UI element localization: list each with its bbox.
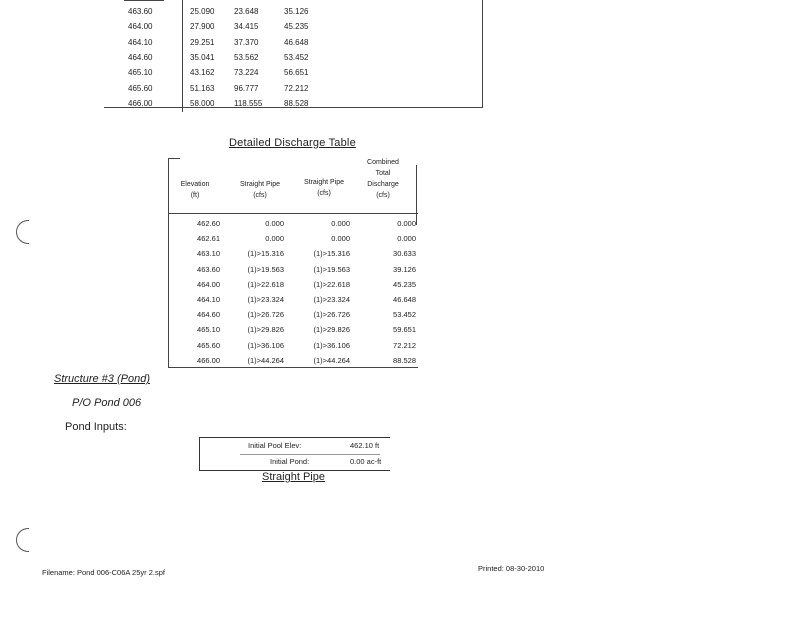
discharge-table-row xyxy=(168,280,418,295)
top-table-cell: 25.090 xyxy=(190,7,215,16)
discharge-table-cell: 45.235 xyxy=(393,279,416,289)
discharge-table-cell: 88.528 xyxy=(393,355,416,365)
top-table-cell: 35.126 xyxy=(284,7,309,16)
top-table-cell: 464.60 xyxy=(128,52,153,62)
discharge-table-row xyxy=(168,219,418,234)
initial-pool-elev-label: Initial Pool Elev: xyxy=(248,441,302,450)
discharge-table-cell: (1)>36.106 xyxy=(247,340,284,350)
discharge-table-row xyxy=(168,356,418,371)
discharge-table-cell: 0.000 xyxy=(397,234,416,244)
initial-pond-label: Initial Pond: xyxy=(270,457,310,466)
discharge-table-cell: 0.000 xyxy=(397,219,416,228)
discharge-table-cell: 462.60 xyxy=(197,219,220,228)
top-table-cell: 96.777 xyxy=(234,83,259,93)
discharge-table-cell: 464.60 xyxy=(197,310,220,320)
initial-pool-elev-value: 462.10 ft xyxy=(350,441,380,450)
discharge-table-cell: 59.651 xyxy=(393,325,416,335)
hole-punch-mark xyxy=(16,528,29,552)
top-table-cell: 43.162 xyxy=(190,68,215,78)
discharge-table-cell: 463.60 xyxy=(197,264,220,274)
structure-heading: Structure #3 (Pond) xyxy=(54,373,150,385)
discharge-table-cell: 464.00 xyxy=(197,279,220,289)
discharge-table-cell: 53.452 xyxy=(393,310,416,320)
top-table-row xyxy=(104,22,424,37)
top-table-cell: 23.648 xyxy=(234,7,259,16)
top-table-cell: 58.000 xyxy=(190,98,215,108)
initial-pond-value: 0.00 ac-ft xyxy=(350,457,382,466)
footer-printed: Printed: 08-30-2010 xyxy=(478,564,545,573)
discharge-table-cell: (1)>29.826 xyxy=(313,325,350,335)
discharge-table-row xyxy=(168,265,418,280)
discharge-table-cell: (1)>22.618 xyxy=(247,279,284,289)
top-table-row xyxy=(104,68,424,83)
hole-punch-mark xyxy=(16,220,29,244)
discharge-table-cell: (1)>29.826 xyxy=(247,325,284,335)
discharge-table-cell: 466.00 xyxy=(197,355,220,365)
discharge-table-cell: 0.000 xyxy=(265,234,284,244)
discharge-table-row xyxy=(168,325,418,340)
discharge-table-row xyxy=(168,249,418,264)
outlet-label: Straight Pipe xyxy=(262,471,325,483)
top-table-cell: 46.648 xyxy=(284,37,309,47)
discharge-table-cell: 72.212 xyxy=(393,340,416,350)
discharge-table-cell: (1)>15.316 xyxy=(247,249,284,259)
header-straight-pipe-2: Straight Pipe (cfs) xyxy=(303,179,345,197)
top-table-row xyxy=(104,84,424,99)
top-table-cell: 37.370 xyxy=(234,37,259,47)
discharge-table-cell: 30.633 xyxy=(393,249,416,259)
top-table-cell: 34.415 xyxy=(234,22,259,32)
discharge-table-cell: 39.126 xyxy=(393,264,416,274)
top-table-row xyxy=(104,7,424,22)
discharge-table-title: Detailed Discharge Table xyxy=(229,137,356,149)
structure-subheading: P/O Pond 006 xyxy=(72,397,142,409)
discharge-table-cell: 464.10 xyxy=(197,295,220,304)
pond-inputs-label: Pond Inputs: xyxy=(65,421,127,433)
top-table-row xyxy=(104,38,424,53)
top-table-cell: 463.60 xyxy=(128,7,153,16)
footer-filename: Filename: Pond 006-C06A 25yr 2.spf xyxy=(42,568,165,577)
top-table-cell: 51.163 xyxy=(190,83,215,93)
top-table-cell: 56.651 xyxy=(284,68,309,78)
discharge-table-cell: 465.10 xyxy=(197,325,220,335)
discharge-table-cell: (1)>22.618 xyxy=(313,279,350,289)
discharge-table-cell: (1)>44.264 xyxy=(247,355,284,365)
pond-inputs-box xyxy=(199,437,390,471)
top-table-cell: 88.528 xyxy=(284,98,309,108)
header-straight-pipe-1: Straight Pipe (cfs) xyxy=(239,181,281,199)
discharge-table-row xyxy=(168,234,418,249)
discharge-table-cell: 465.60 xyxy=(197,340,220,350)
top-table-row xyxy=(104,99,424,114)
top-table-cell: 27.900 xyxy=(190,22,215,32)
discharge-table-row xyxy=(168,310,418,325)
discharge-table-cell: (1)>19.563 xyxy=(247,264,284,274)
header-combined-total: Combined Total Discharge (cfs) xyxy=(367,159,399,199)
discharge-table-cell: (1)>19.563 xyxy=(313,264,350,274)
top-table-cell: 45.235 xyxy=(284,22,309,32)
discharge-table-cell: 46.648 xyxy=(393,295,416,304)
detailed-discharge-table xyxy=(168,155,418,368)
discharge-table-cell: 463.10 xyxy=(197,249,220,259)
top-table-cell: 465.60 xyxy=(128,83,153,93)
top-table-cell: 464.00 xyxy=(128,22,153,32)
discharge-table-cell: 462.61 xyxy=(197,234,220,244)
discharge-table-cell: (1)>44.264 xyxy=(313,355,350,365)
top-table-cell: 53.452 xyxy=(284,52,309,62)
discharge-table-cell: (1)>15.316 xyxy=(313,249,350,259)
top-partial-table xyxy=(104,0,484,112)
top-table-cell: 465.10 xyxy=(128,68,153,78)
top-table-cell: 53.562 xyxy=(234,52,259,62)
header-elevation: Elevation (ft) xyxy=(180,181,210,199)
discharge-table-cell: 0.000 xyxy=(265,219,284,228)
top-table-cell: 72.212 xyxy=(284,83,309,93)
discharge-table-row xyxy=(168,341,418,356)
discharge-table-cell: (1)>36.106 xyxy=(313,340,350,350)
top-table-cell: 35.041 xyxy=(190,52,215,62)
discharge-table-cell: (1)>23.324 xyxy=(247,295,284,304)
discharge-table-cell: (1)>26.726 xyxy=(247,310,284,320)
discharge-table-row xyxy=(168,295,418,310)
top-table-cell: 118.555 xyxy=(234,98,263,108)
top-table-row xyxy=(104,53,424,68)
discharge-table-cell: (1)>23.324 xyxy=(313,295,350,304)
discharge-table-cell: 0.000 xyxy=(331,234,350,244)
top-table-cell: 29.251 xyxy=(190,37,215,47)
top-table-cell: 73.224 xyxy=(234,68,259,78)
discharge-table-cell: (1)>26.726 xyxy=(313,310,350,320)
top-table-cell: 466.00 xyxy=(128,98,153,108)
discharge-table-cell: 0.000 xyxy=(331,219,350,228)
top-table-cell: 464.10 xyxy=(128,37,153,47)
